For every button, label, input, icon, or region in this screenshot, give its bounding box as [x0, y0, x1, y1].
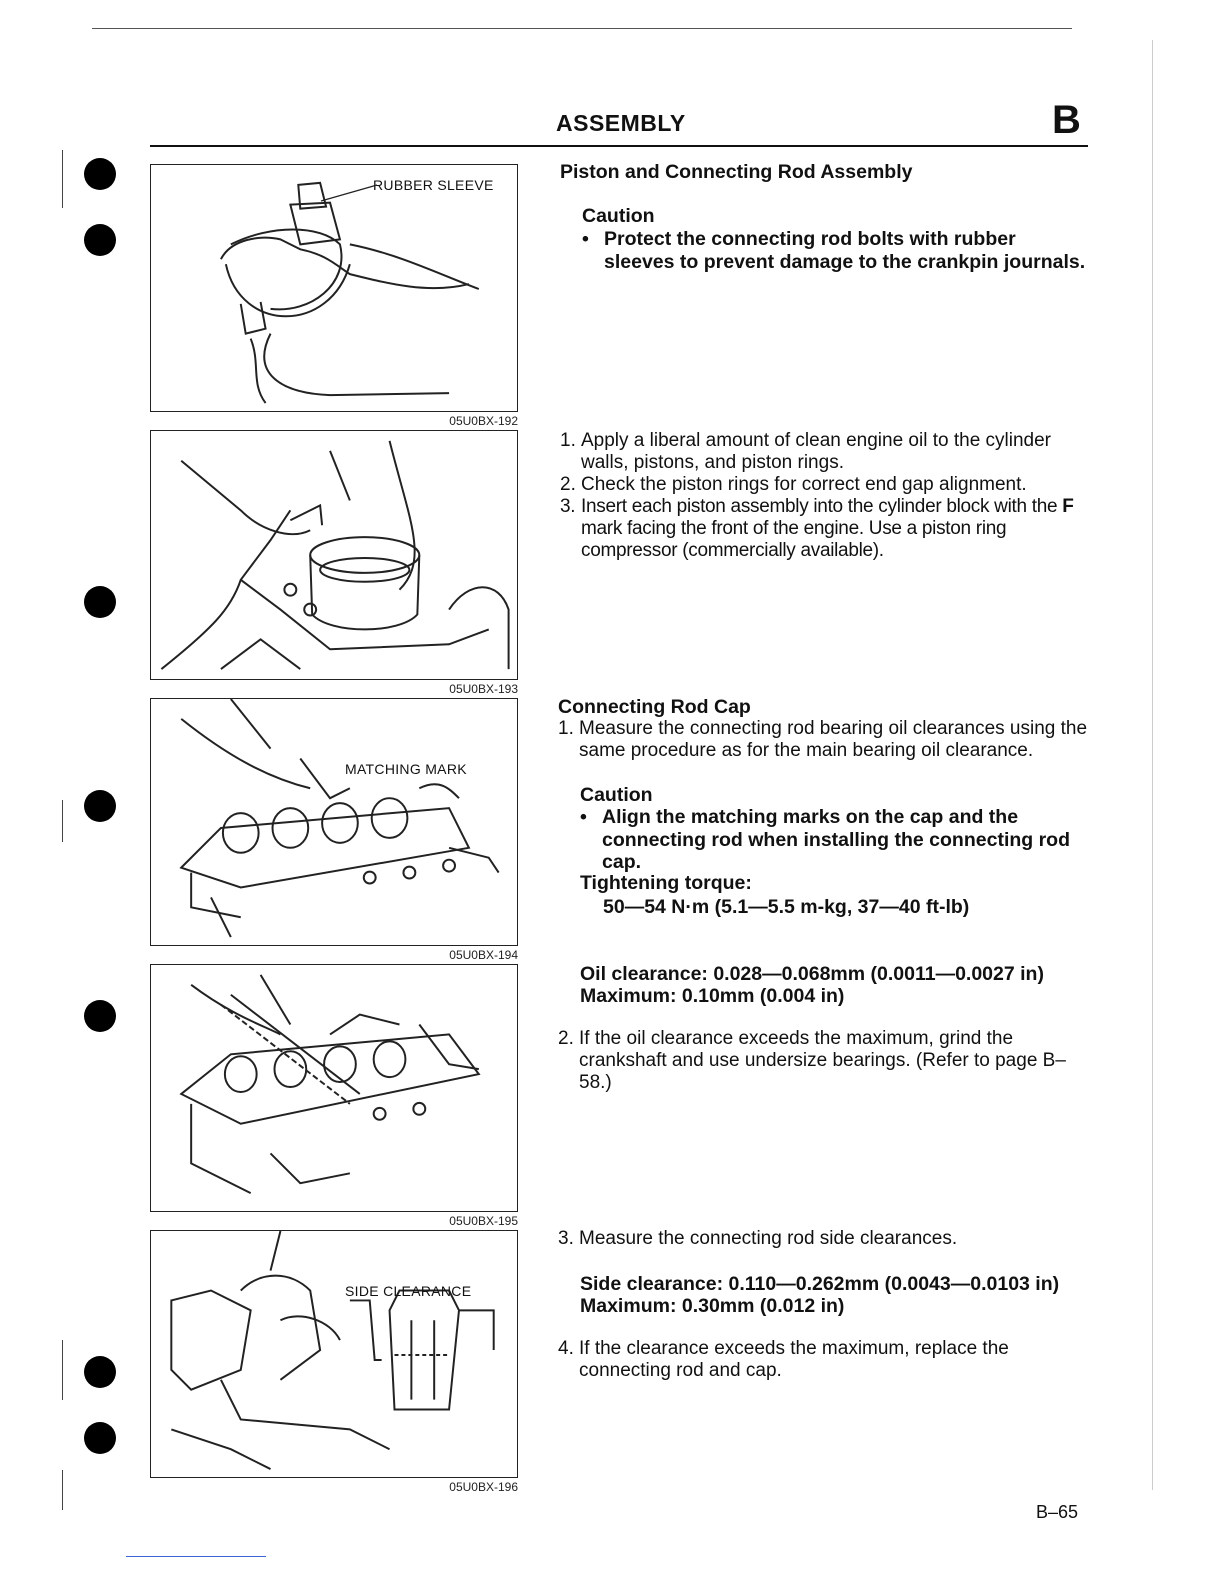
oil-clearance-spec: Oil clearance: 0.028—0.068mm (0.0011—0.0027 in) — [580, 963, 1044, 985]
step-text: If the oil clearance exceeds the maximum, grind the crankshaft and use undersize bearings. (Refer to page B–58.) — [579, 1028, 1066, 1093]
figure-code: 05U0BX-193 — [449, 682, 518, 696]
oil-clearance-illustration — [151, 965, 517, 1211]
side-clearance-illustration — [151, 1231, 517, 1477]
binder-hole — [84, 790, 116, 822]
caution-item — [580, 806, 1088, 874]
header-rule — [150, 145, 1088, 147]
step-item — [558, 1028, 1088, 1094]
step-text: Measure the connecting rod bearing oil clearances using the same procedure as for the main bearing oil clearance. — [579, 718, 1088, 761]
section-letter: B — [1052, 98, 1081, 142]
bullet-mark: • — [582, 228, 589, 250]
side-clearance-maximum: Maximum: 0.30mm (0.012 in) — [580, 1295, 845, 1317]
step-item — [558, 1228, 1088, 1250]
torque-value: 50—54 N·m (5.1—5.5 m-kg, 37—40 ft-lb) — [603, 896, 970, 918]
section-heading-rod-cap: Connecting Rod Cap — [558, 696, 751, 718]
figure-label: MATCHING MARK — [345, 761, 467, 777]
step-number: 4. — [558, 1338, 574, 1359]
step-item — [560, 474, 1088, 496]
figure-side-clearance — [150, 1230, 518, 1478]
step-text: Apply a liberal amount of clean engine oil to the cylinder walls, pistons, and piston rings. — [581, 430, 1052, 473]
piston-insert-illustration — [151, 431, 517, 679]
leader-line — [319, 183, 379, 203]
side-clearance-spec: Side clearance: 0.110—0.262mm (0.0043—0.0103 in) — [580, 1273, 1060, 1295]
caution-title: Caution — [580, 784, 653, 806]
torque-label: Tightening torque: — [580, 872, 752, 894]
figure-code: 05U0BX-194 — [449, 948, 518, 962]
figure-code: 05U0BX-196 — [449, 1480, 518, 1494]
binder-hole — [84, 1356, 116, 1388]
step-text: If the clearance exceeds the maximum, replace the connecting rod and cap. — [579, 1338, 1009, 1381]
page-number: B–65 — [1036, 1502, 1079, 1522]
step-number: 3. — [558, 1228, 574, 1249]
step-number: 2. — [558, 1028, 574, 1049]
step-number: 1. — [560, 430, 576, 451]
step-text — [581, 496, 1088, 562]
binder-hole — [84, 158, 116, 190]
f-mark: F — [1062, 496, 1074, 517]
caution-text: Protect the connecting rod bolts with rubber sleeves to prevent damage to the crankpin journals. — [604, 228, 1086, 273]
figure-rubber-sleeve — [150, 164, 518, 412]
binder-hole — [84, 1000, 116, 1032]
bottom-rule — [126, 1556, 266, 1557]
figure-oil-clearance-measure — [150, 964, 518, 1212]
figure-code: 05U0BX-192 — [449, 414, 518, 428]
caution-text: Align the matching marks on the cap and the connecting rod when installing the connecting rod cap. — [602, 806, 1071, 873]
figure-label: SIDE CLEARANCE — [345, 1283, 472, 1299]
step-item — [560, 430, 1088, 474]
step-number: 2. — [560, 474, 576, 495]
margin-line — [62, 1470, 63, 1510]
matching-mark-illustration — [151, 699, 517, 945]
page-title: ASSEMBLY — [556, 110, 686, 136]
figure-piston-insert — [150, 430, 518, 680]
binder-hole — [84, 586, 116, 618]
margin-line — [62, 800, 63, 842]
step-text-part: mark facing the front of the engine. Use a piston ring compressor (commercially available). — [581, 518, 1007, 561]
bullet-mark: • — [580, 806, 587, 828]
margin-line — [62, 1340, 63, 1400]
figure-label: RUBBER SLEEVE — [373, 177, 494, 193]
figure-matching-mark — [150, 698, 518, 946]
figure-code: 05U0BX-195 — [449, 1214, 518, 1228]
top-rule — [92, 28, 1072, 29]
step-text-part: Insert each piston assembly into the cylinder block with the — [581, 496, 1063, 517]
caution-item — [582, 228, 1088, 273]
oil-clearance-maximum: Maximum: 0.10mm (0.004 in) — [580, 985, 845, 1007]
binder-hole — [84, 1422, 116, 1454]
caution-title: Caution — [582, 205, 655, 227]
step-item — [558, 1338, 1088, 1382]
section-heading-piston: Piston and Connecting Rod Assembly — [560, 161, 913, 183]
margin-line — [62, 150, 63, 208]
step-number: 3. — [560, 496, 576, 517]
step-text: Check the piston rings for correct end gap alignment. — [581, 474, 1027, 495]
binder-hole — [84, 224, 116, 256]
step-item — [560, 496, 1088, 562]
scan-edge-line — [1152, 40, 1153, 1490]
step-number: 1. — [558, 718, 574, 739]
step-text: Measure the connecting rod side clearances. — [579, 1228, 958, 1249]
step-item — [558, 718, 1088, 762]
